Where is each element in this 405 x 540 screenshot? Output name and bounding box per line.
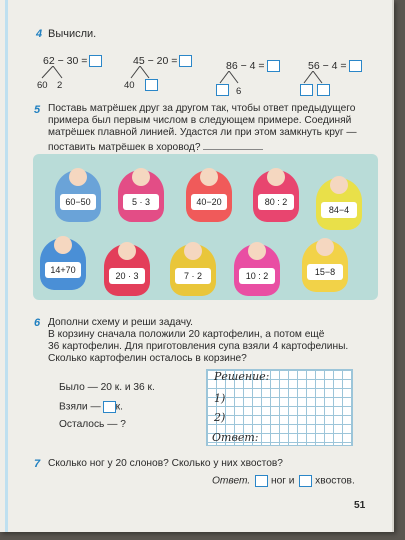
doll-label: 10 : 2: [239, 268, 275, 284]
scheme-took: [59, 401, 123, 414]
doll-face: [118, 242, 136, 260]
doll-face: [54, 236, 72, 254]
answer-box[interactable]: [216, 84, 229, 96]
task-7-answer: [212, 475, 355, 488]
matryoshka-doll[interactable]: [55, 160, 101, 222]
expr-text: 45 − 20 =: [133, 55, 178, 67]
branch-left-value: 60: [37, 80, 48, 91]
doll-face: [200, 168, 218, 186]
matryoshka-doll[interactable]: [234, 234, 280, 296]
doll-face: [248, 242, 266, 260]
matryoshka-doll[interactable]: [104, 234, 150, 296]
answer-label: Ответ.: [212, 475, 251, 487]
answer-box[interactable]: [299, 475, 312, 487]
doll-face: [184, 242, 202, 260]
answer-box[interactable]: [317, 84, 330, 96]
doll-face: [316, 238, 334, 256]
answer-box[interactable]: [103, 401, 116, 413]
task-7-number: 7: [34, 458, 41, 470]
task-6-number: 6: [34, 317, 41, 329]
matryoshka-doll[interactable]: [253, 160, 299, 222]
expr-text: 56 − 4 =: [308, 60, 347, 72]
branch-right-value: 2: [57, 80, 63, 91]
task-5-question: поставить матрёшек в хоровод?: [48, 142, 201, 153]
task-6-line-4: Сколько картофелин осталось в корзине?: [48, 353, 247, 364]
answer-box[interactable]: [89, 55, 102, 67]
matryoshka-doll[interactable]: [316, 168, 362, 230]
solution-title: Решение:: [214, 370, 270, 383]
doll-label: 60−50: [60, 194, 96, 210]
expr-text: 86 − 4 =: [226, 60, 265, 72]
doll-label: 15−8: [307, 264, 343, 280]
doll-face: [330, 176, 348, 194]
solution-answer: Ответ:: [212, 431, 259, 444]
answer-box[interactable]: [267, 60, 280, 72]
answer-line[interactable]: [203, 139, 263, 150]
answer-mid: ног и: [270, 475, 295, 487]
scheme-took-unit: к.: [115, 401, 123, 413]
answer-post: хвостов.: [315, 475, 355, 487]
answer-box[interactable]: [179, 55, 192, 67]
scheme-was: Было — 20 к. и 36 к.: [59, 382, 155, 393]
answer-box[interactable]: [145, 79, 158, 91]
task-7-text: Сколько ног у 20 слонов? Сколько у них хвостов?: [48, 458, 283, 469]
answer-box[interactable]: [255, 475, 268, 487]
doll-face: [132, 168, 150, 186]
matryoshka-doll[interactable]: [170, 234, 216, 296]
doll-label: 80 : 2: [258, 194, 294, 210]
doll-label: 7 · 2: [175, 268, 211, 284]
page-number: 51: [354, 500, 366, 511]
doll-face: [267, 168, 285, 186]
solution-step-1: 1): [214, 392, 226, 405]
answer-box[interactable]: [349, 60, 362, 72]
scheme-left: Осталось — ?: [59, 419, 126, 430]
task-6-line-1: Дополни схему и реши задачу.: [48, 317, 193, 328]
matryoshka-doll[interactable]: [40, 228, 86, 290]
branch-left-value: 40: [124, 80, 135, 91]
doll-label: 14+70: [45, 262, 81, 278]
task-4-number: 4: [36, 28, 43, 40]
branch-right-value: 6: [236, 86, 242, 97]
doll-label: 20 · 3: [109, 268, 145, 284]
task-5-line-3: матрёшек плавной линией. Удастся ли при этом замкнуть круг —: [48, 127, 357, 138]
task-6-line-2: В корзину сначала положили 20 картофелин, а потом ещё: [48, 329, 325, 340]
doll-label: 5 · 3: [123, 194, 159, 210]
expr-text: 62 − 30 =: [43, 55, 88, 67]
doll-face: [69, 168, 87, 186]
answer-box[interactable]: [300, 84, 313, 96]
task-6-line-3: 36 картофелин. Для приготовления супа взяли 4 картофелины.: [48, 341, 349, 352]
matryoshka-doll[interactable]: [302, 230, 348, 292]
matryoshka-doll[interactable]: [186, 160, 232, 222]
task-5-line-1: Поставь матрёшек друг за другом так, чтобы ответ предыдущего: [48, 103, 356, 114]
task-4-title: Вычисли.: [48, 28, 97, 40]
doll-label: 40−20: [191, 194, 227, 210]
solution-step-2: 2): [214, 411, 226, 424]
task-5-line-4: [48, 139, 263, 154]
doll-label: 84−4: [321, 202, 357, 218]
margin-line: [5, 0, 8, 532]
matryoshka-doll[interactable]: [118, 160, 164, 222]
scheme-took-label: Взяли —: [59, 401, 101, 413]
task-5-line-2: примера был первым числом в следующем примере. Соединяй: [48, 115, 352, 126]
task-5-number: 5: [34, 104, 41, 116]
